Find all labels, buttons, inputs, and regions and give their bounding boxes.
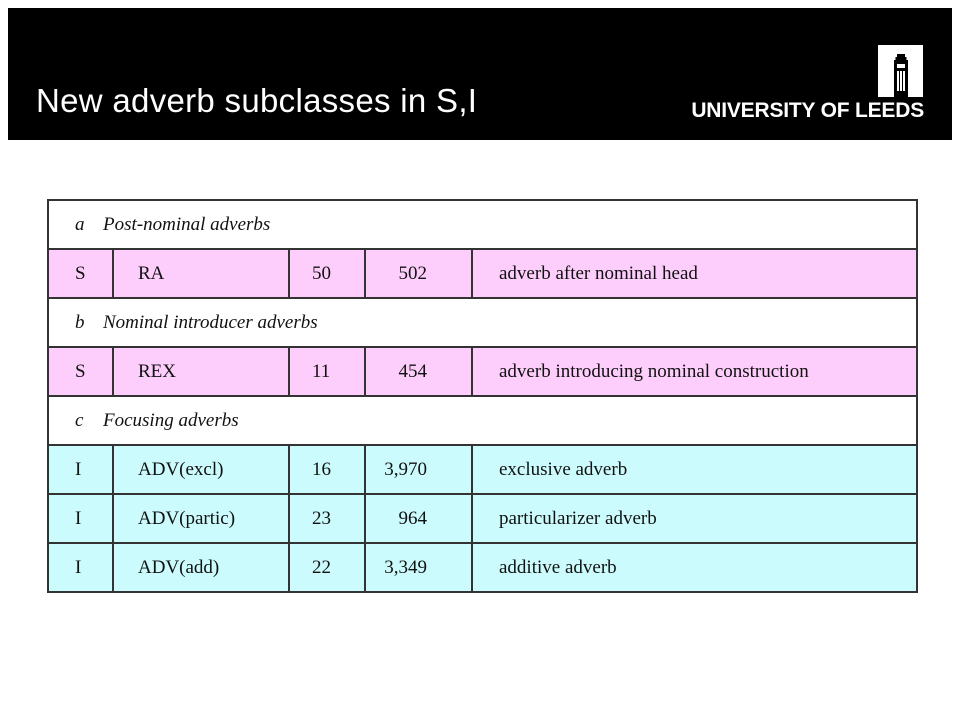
description-cell: adverb after nominal head (472, 249, 917, 298)
section-letter: a (75, 213, 85, 235)
types-count-cell: 16 (289, 445, 365, 494)
tag-cell: ADV(excl) (113, 445, 289, 494)
types-count-cell: 50 (289, 249, 365, 298)
tag-set-cell: S (48, 347, 113, 396)
tag-set-cell: S (48, 249, 113, 298)
tag-cell: RA (113, 249, 289, 298)
description-cell: particularizer adverb (472, 494, 917, 543)
section-header-cell (48, 396, 917, 445)
table-row (48, 494, 917, 543)
section-header-cell (48, 298, 917, 347)
section-letter: c (75, 409, 84, 431)
section-header-row (48, 396, 917, 445)
table-row (48, 543, 917, 592)
header-bar (8, 8, 952, 140)
section-title: Nominal introducer adverbs (103, 311, 318, 333)
section-letter: b (75, 311, 85, 333)
section-header-cell (48, 200, 917, 249)
adverb-subclasses-table (47, 199, 918, 593)
types-count-cell: 22 (289, 543, 365, 592)
types-count-cell: 23 (289, 494, 365, 543)
tokens-count-cell: 3,970 (365, 445, 472, 494)
description-cell: adverb introducing nominal construction (472, 347, 917, 396)
tokens-count-cell: 502 (365, 249, 472, 298)
tag-cell: REX (113, 347, 289, 396)
table-row (48, 249, 917, 298)
section-title: Focusing adverbs (103, 409, 239, 431)
section-header-row (48, 298, 917, 347)
parkinson-tower-crest-icon (878, 45, 923, 97)
university-logo-text: UNIVERSITY OF LEEDS (691, 99, 924, 122)
section-header-row (48, 200, 917, 249)
table-body (48, 200, 917, 592)
slide-title: New adverb subclasses in S,I (36, 82, 478, 119)
description-cell: exclusive adverb (472, 445, 917, 494)
table-row (48, 445, 917, 494)
tag-cell: ADV(partic) (113, 494, 289, 543)
section-title: Post-nominal adverbs (103, 213, 271, 235)
tokens-count-cell: 3,349 (365, 543, 472, 592)
tokens-count-cell: 454 (365, 347, 472, 396)
tag-set-cell: I (48, 494, 113, 543)
description-cell: additive adverb (472, 543, 917, 592)
tag-set-cell: I (48, 543, 113, 592)
tokens-count-cell: 964 (365, 494, 472, 543)
tag-cell: ADV(add) (113, 543, 289, 592)
tag-set-cell: I (48, 445, 113, 494)
types-count-cell: 11 (289, 347, 365, 396)
table-row (48, 347, 917, 396)
